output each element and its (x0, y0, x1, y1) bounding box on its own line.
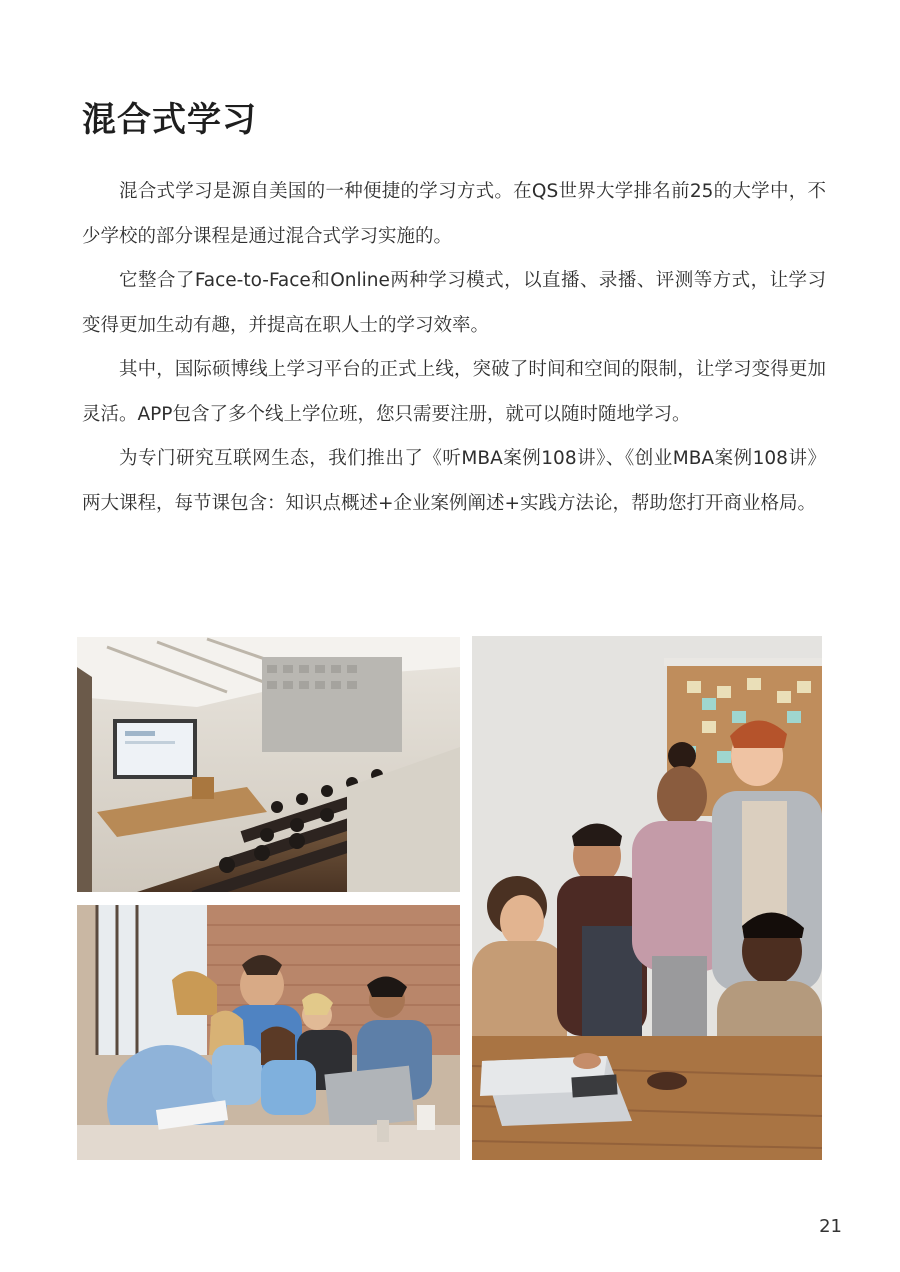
paragraph: 混合式学习是源自美国的一种便捷的学习方式。在QS世界大学排名前25的大学中，不少学校的部分课程是通过混合式学习实施的。 (82, 181, 826, 247)
paragraph: 为专门研究互联网生态，我们推出了《听MBA案例108讲》、《创业MBA案例108讲》两大课程，每节课包含：知识点概述+企业案例阐述+实践方法论，帮助您打开商业格局。 (82, 448, 826, 514)
team-laptop-photo (472, 636, 822, 1160)
lecture-hall-photo (77, 637, 460, 892)
body-text (82, 170, 826, 526)
office-group-photo (77, 905, 460, 1160)
paragraph: 它整合了Face-to-Face和Online两种学习模式，以直播、录播、评测等方式，让学习变得更加生动有趣，并提高在职人士的学习效率。 (82, 270, 826, 336)
paragraph: 其中，国际硕博线上学习平台的正式上线，突破了时间和空间的限制，让学习变得更加灵活。APP包含了多个线上学位班，您只需要注册，就可以随时随地学习。 (82, 359, 826, 425)
page-number: 21 (819, 1216, 842, 1237)
page-title: 混合式学习 (82, 100, 257, 140)
